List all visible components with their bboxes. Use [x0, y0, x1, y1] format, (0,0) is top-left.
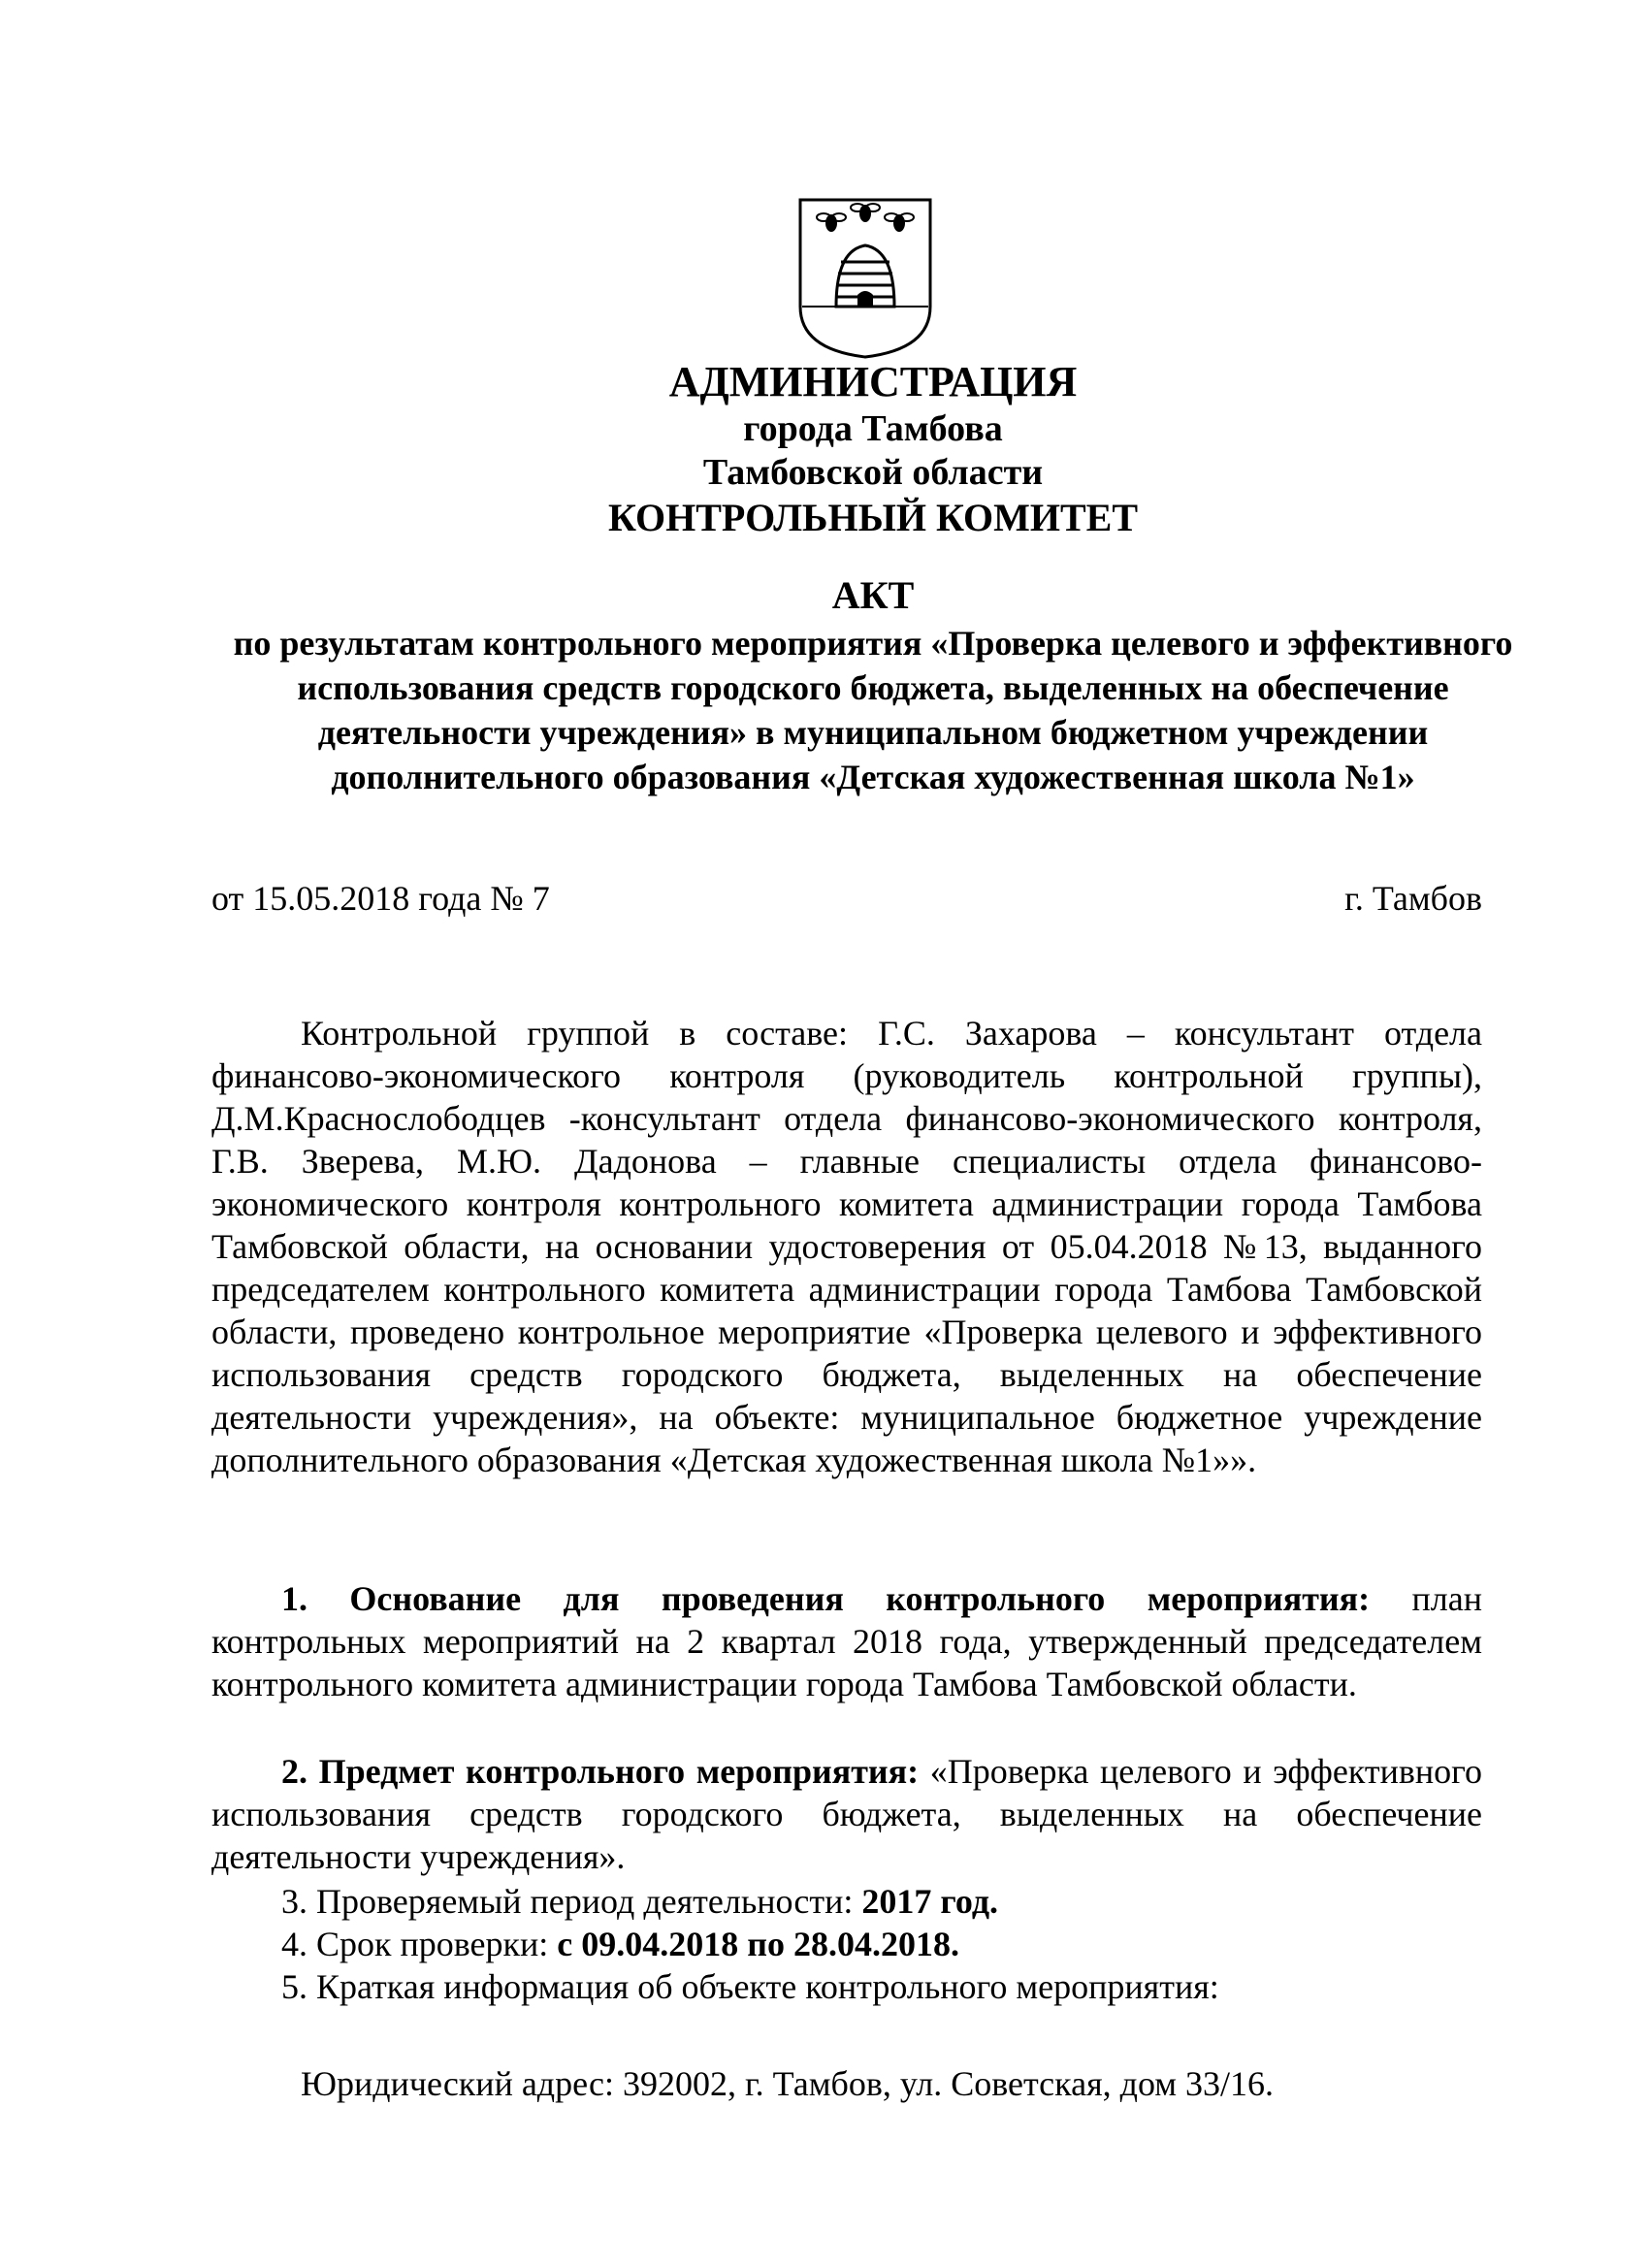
act-title: АКТ [831, 573, 915, 617]
coat-of-arms-icon [792, 192, 938, 362]
act-date-number: от 15.05.2018 года № 7 [211, 879, 550, 918]
item-subject-text: «Проверка целевого и эффективного использования средств городского бюджета, выделенных на обеспечение деятельности учреждения». [211, 1752, 1482, 1876]
item-term-value: с 09.04.2018 по 28.04.2018. [557, 1925, 960, 1963]
act-subtitle: по результатам контрольного мероприятия «Проверка целевого и эффективного использования средств городского бюджета, выделенных на обеспечение деятельности учреждения» в муниципальном бюджетном учреждении дополнительного образования «Детская художественная школа №1» [233, 624, 1513, 796]
header-city: города Тамбова [743, 408, 1003, 449]
item-subject-label: 2. Предмет контрольного мероприятия: [281, 1752, 920, 1791]
item-period-label: 3. Проверяемый период деятельности: [281, 1882, 854, 1921]
item-object-info-label: 5. Краткая информация об объекте контрольного мероприятия: [281, 1967, 1219, 2006]
header-region: Тамбовской области [702, 452, 1044, 493]
item-basis [211, 1577, 1482, 1705]
act-city: г. Тамбов [1344, 879, 1482, 918]
date-line [211, 878, 1482, 919]
item-subject [211, 1750, 1482, 1878]
legal-address: Юридический адрес: 392002, г. Тамбов, ул. Советская, дом 33/16. [301, 2064, 1275, 2103]
item-term [211, 1923, 1482, 1965]
header-administration: АДМИНИСТРАЦИЯ [668, 358, 1078, 405]
item-basis-label: 1. Основание для проведения контрольного мероприятия: [281, 1579, 1371, 1618]
item-term-label: 4. Срок проверки: [281, 1925, 549, 1963]
item-period [211, 1880, 1482, 1923]
header-committee: КОНТРОЛЬНЫЙ КОМИТЕТ [607, 496, 1138, 539]
intro-paragraph: Контрольной группой в составе: Г.С. Захарова – консультант отдела финансово-экономического контроля (руководитель контрольной группы), Д.М.Краснослободцев -консультант отдела финансово-экономического контроля, Г.В. Зверева, М.Ю. Дадонова – главные специалисты отдела финансово-экономического контроля контрольного комитета администрации города Тамбова Тамбовской области, на основании удостоверения от 05.04.2018 №13, выданного председателем контрольного комитета администрации города Тамбова Тамбовской области, проведено контрольное мероприятие «Проверка целевого и эффективного использования средств городского бюджета, выделенных на обеспечение деятельности учреждения», на объекте: муниципальное бюджетное учреждение дополнительного образования «Детская художественная школа №1»». [211, 1014, 1482, 1479]
item-period-value: 2017 год. [861, 1882, 999, 1921]
item-object-info [211, 1965, 1482, 2008]
item-basis-text: план контрольных мероприятий на 2 квартал 2018 года, утвержденный председателем контрольного комитета администрации города Тамбова Тамбовской области. [211, 1579, 1482, 1703]
